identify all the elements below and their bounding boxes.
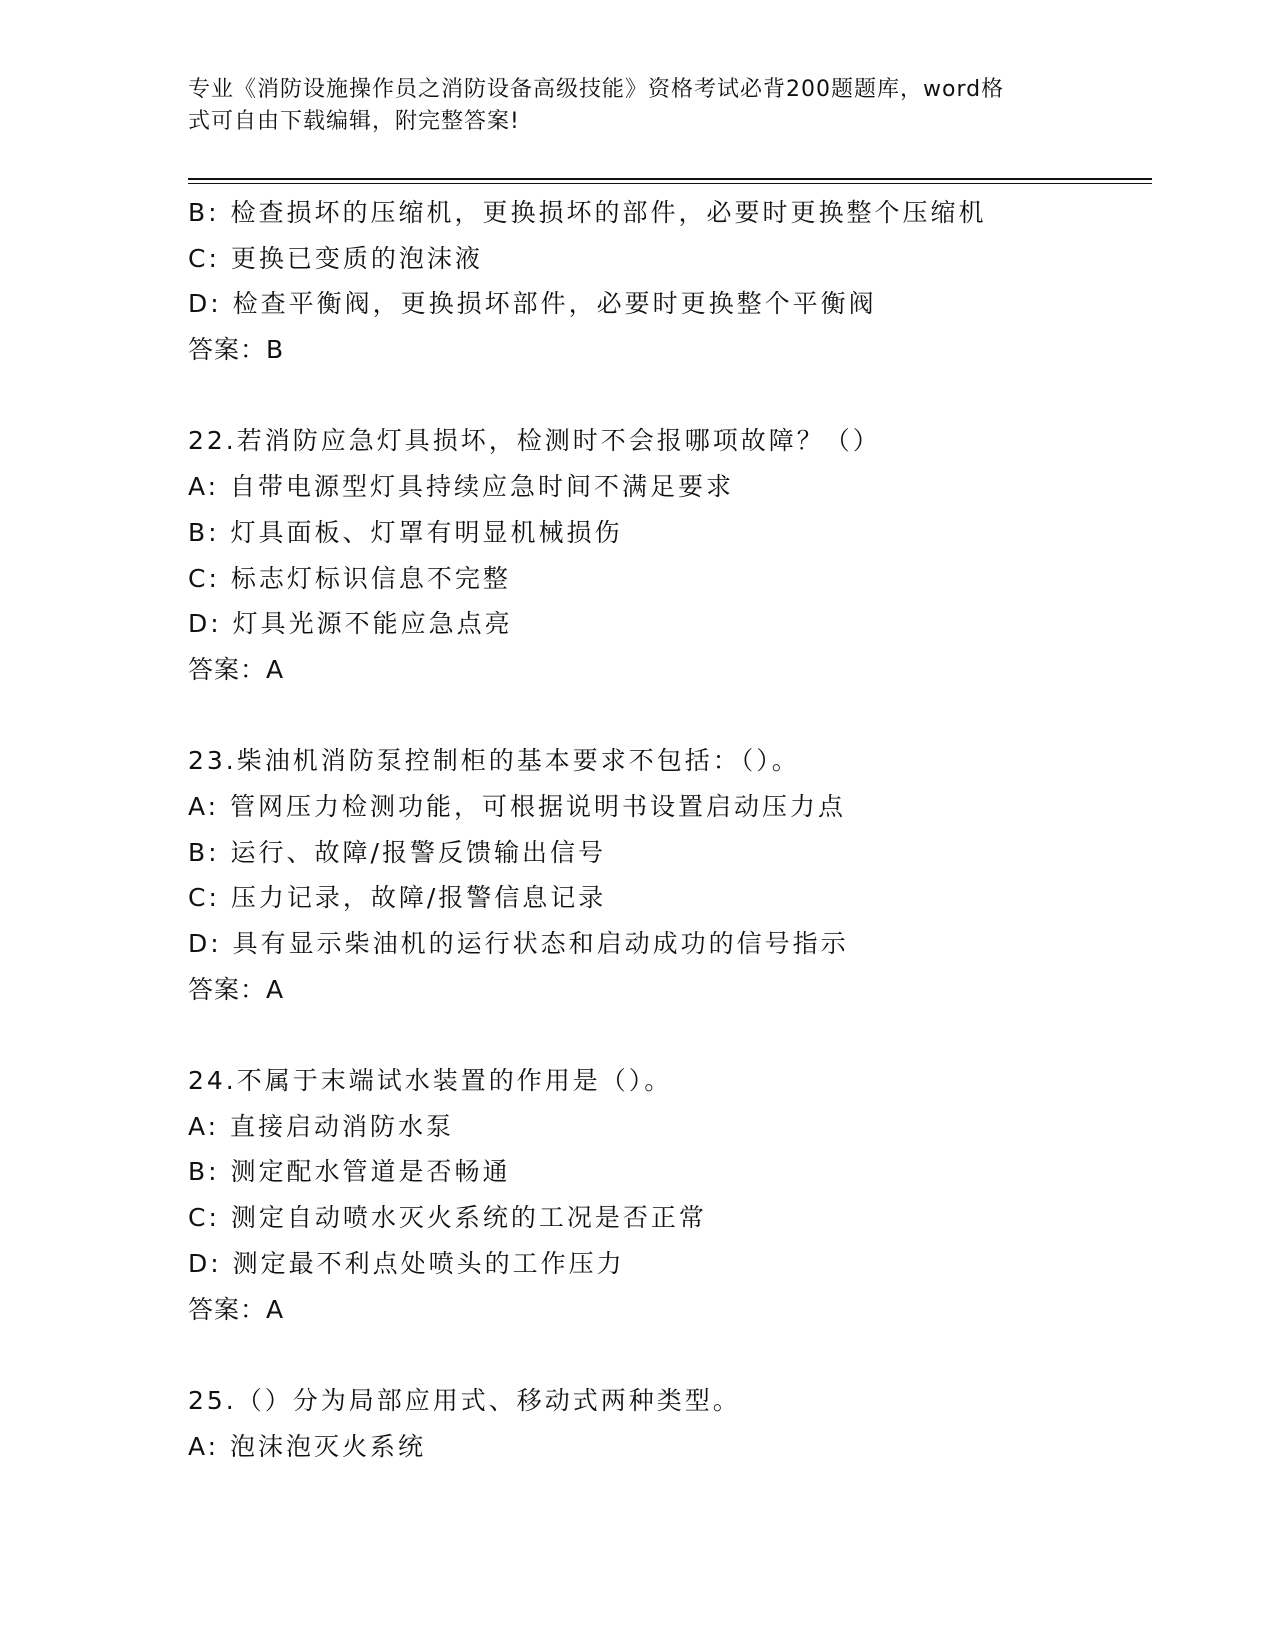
option-c: C: 压力记录，故障/报警信息记录 <box>188 883 607 913</box>
question-25 <box>188 1378 1152 1469</box>
question-stem: 23.柴油机消防泵控制柜的基本要求不包括：（）。 <box>188 746 800 776</box>
option-b: B: 测定配水管道是否畅通 <box>188 1157 511 1187</box>
spacer <box>188 373 1152 419</box>
question-23 <box>188 738 1152 1012</box>
option-a: A: 直接启动消防水泵 <box>188 1111 455 1141</box>
option-b: B: 灯具面板、灯罩有明显机械损伤 <box>188 517 623 547</box>
question-list <box>188 190 1152 1469</box>
option-a: A: 管网压力检测功能，可根据说明书设置启动压力点 <box>188 791 847 821</box>
question-21-continued <box>188 190 1152 373</box>
option-c: C: 更换已变质的泡沫液 <box>188 243 483 273</box>
answer-line: 答案：A <box>188 974 285 1004</box>
spacer <box>188 1332 1152 1378</box>
header-title-line-1: 专业《消防设施操作员之消防设备高级技能》资格考试必背200题题库，word格 <box>188 77 1005 102</box>
answer-line: 答案：A <box>188 654 285 684</box>
spacer <box>188 693 1152 739</box>
spacer <box>188 1012 1152 1058</box>
answer-line: 答案：A <box>188 1294 285 1324</box>
answer-line: 答案：B <box>188 335 285 365</box>
option-a: A: 自带电源型灯具持续应急时间不满足要求 <box>188 472 735 502</box>
option-a: A: 泡沫泡灭火系统 <box>188 1431 427 1461</box>
option-b: B: 运行、故障/报警反馈输出信号 <box>188 837 606 867</box>
header-title-line-2: 式可自由下载编辑，附完整答案! <box>188 109 520 134</box>
option-c: C: 测定自动喷水灭火系统的工况是否正常 <box>188 1203 707 1233</box>
question-stem: 22.若消防应急灯具损坏，检测时不会报哪项故障？（） <box>188 426 881 456</box>
option-d: D: 检查平衡阀，更换损坏部件，必要时更换整个平衡阀 <box>188 289 877 319</box>
question-24 <box>188 1058 1152 1332</box>
option-b: B: 检查损坏的压缩机，更换损坏的部件，必要时更换整个压缩机 <box>188 198 987 227</box>
document-header <box>188 74 1088 138</box>
option-c: C: 标志灯标识信息不完整 <box>188 563 511 593</box>
option-d: D: 测定最不利点处喷头的工作压力 <box>188 1248 625 1278</box>
question-stem: 25.（）分为局部应用式、移动式两种类型。 <box>188 1385 741 1415</box>
header-divider-thin <box>188 183 1152 184</box>
option-d: D: 灯具光源不能应急点亮 <box>188 609 513 639</box>
header-divider-thick <box>188 178 1152 180</box>
option-d: D: 具有显示柴油机的运行状态和启动成功的信号指示 <box>188 929 849 958</box>
question-stem: 24.不属于末端试水装置的作用是（）。 <box>188 1066 673 1096</box>
question-22 <box>188 418 1152 692</box>
